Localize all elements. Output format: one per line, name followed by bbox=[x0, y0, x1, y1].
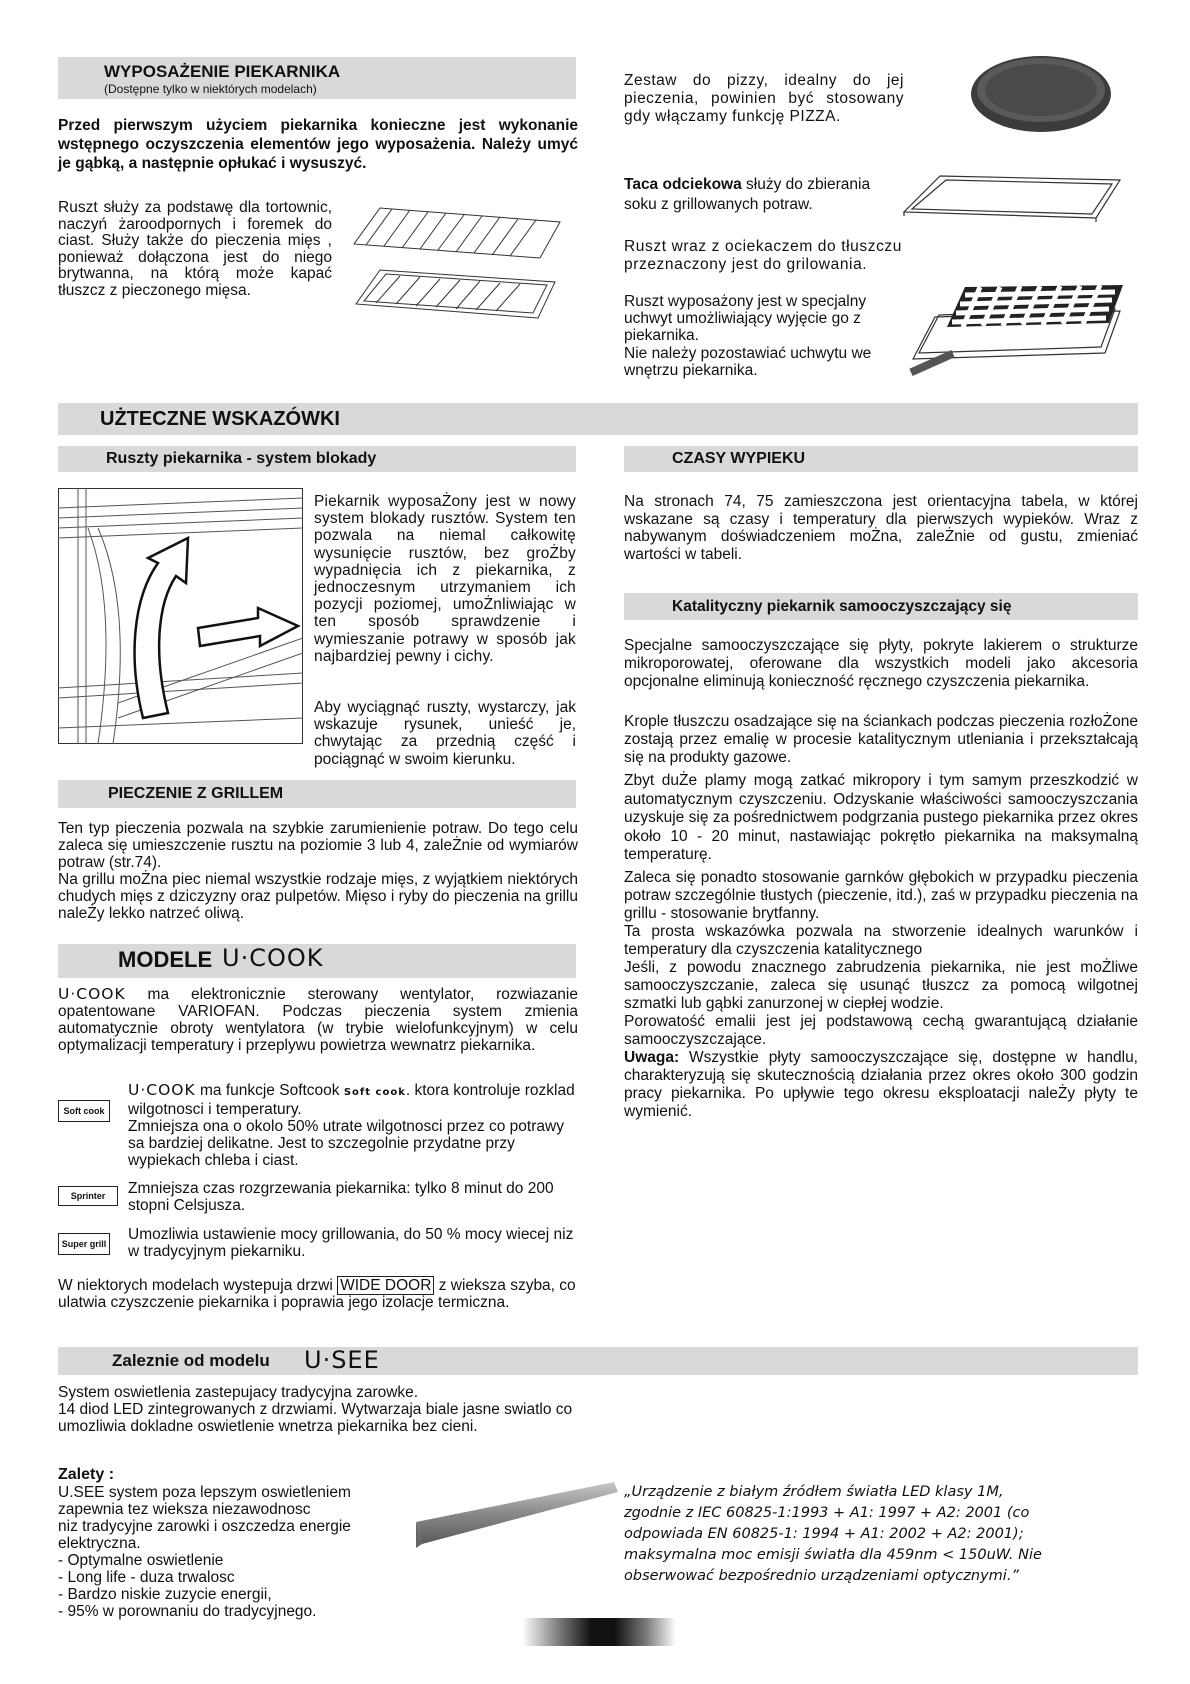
equipment-intro: Przed pierwszym użyciem piekarnika konieczne jest wykonanie wstępnego oczyszczenia elementów jego wyposażenia. Należy umyć je gąbką, a następnie opłukać i wysuszyć. bbox=[58, 117, 578, 172]
tips-title: UŻTECZNE WSKAZÓWKI bbox=[100, 408, 340, 430]
grill-rack-description: Ruszt wraz z ociekaczem do tłuszczu przeznaczony jest do grilowania. bbox=[624, 238, 902, 273]
softcook-text-c: Zmniejsza ona o okolo 50% utrate wilgotnosci przez co potrawy sa bardziej delikatne. Jest to szczegolnie przydatne przy wypiekach chleba i ciast. bbox=[128, 1118, 564, 1169]
grill-rack-description-3: Nie należy pozostawiać uchwytu we wnętrzu piekarnika. bbox=[624, 345, 872, 379]
rack-system-text: Piekarnik wyposaŻony jest w nowy system blokady rusztów. System ten pozwala na niemal całkowitę wysunięcie rusztów, bez groŻby wypadnięcia ich z piekarnika, z jednoczesnym utrzymaniem ich pozycji poziomej, umoŻnliwiając w ten sposób sprawdzenie i wymieszanie potrawy w sposób jak najbardziej pewny i cichy. bbox=[314, 493, 576, 665]
sprinter-text: Zmniejsza czas rozgrzewania piekarnika: tylko 8 minut do 200 stopni Celsjusza. bbox=[128, 1180, 554, 1214]
supergrill-icon: Super grill bbox=[58, 1233, 110, 1255]
baking-times-text: Na stronach 74, 75 zamieszczona jest orientacyjna tabela, w której wskazane są czasy i temperatury dla pierwszych wypieków. Wraz z nabywanym doświadczeniem moŻna, zaleŻnie od gustu, zmieniać wartości w tabeli. bbox=[624, 493, 1138, 563]
grill-rack-description-2: Ruszt wyposażony jest w specjalny uchwyt umożliwiający wyjęcie go z piekarnika. bbox=[624, 293, 867, 344]
catalytic-p1: Specjalne samooczyszczające się płyty, pokryte lakierem o strukturze mikroporowatej, oferowane dla wszystkich modeli jako akcesoria opcjonalne eliminują konieczność ręcznego czyszczenia piekarnika. bbox=[624, 637, 1138, 690]
softcook-inline-icon: Soft cook bbox=[343, 1087, 406, 1098]
led-compliance-note: „Urządzenie z białym źródłem światła LED klasy 1M, zgodnie z IEC 60825-1:1993 + A1: 1997 + A2: 2001 (co odpowiada EN 60825-1: 1994 + A1: 2002 + A2: 2001); maksymalna moc emisji światła dla 459nm < 150uW. Nie obserwować bezpośrednio urządzeniami optycznymi.” bbox=[624, 1484, 1042, 1584]
supergrill-text: Umozliwia ustawienie mocy grillowania, do 50 % mocy wiecej niz w tradycyjnym piekarniku. bbox=[128, 1226, 574, 1260]
usee-advantages-text: U.SEE system poza lepszym oswietleniem zapewnia tez wieksza niezawodnosc niz tradycyjne zarowki i oszczedza energie elektryczna. - Optymalne oswietlenie - Long life - duza trwalosc - Bardzo niskie zuzycie energii, - 95% w porownaniu do tradycyjnego. bbox=[58, 1484, 351, 1620]
drip-tray-description bbox=[624, 175, 902, 215]
softcook-text bbox=[128, 1082, 578, 1118]
led-strip-illustration bbox=[412, 1478, 622, 1558]
grill-text-2: Na grillu moŻna piec niemal wszystkie rodzaje mięs, z wyjątkiem niektórych chudych mięs z dziczyzny oraz pulpetów. Mięso i ryby do pieczenia na grillu naleŻy lekko natrzeć oliwą. bbox=[58, 871, 578, 922]
usee-advantages-title: Zalety : bbox=[58, 1466, 115, 1483]
wide-door-box: WIDE DOOR bbox=[337, 1276, 434, 1295]
catalytic-p6: Jeśli, z powodu znacznego zabrudzenia piekarnika, nie jest moŻliwe samooczyszczanie, zaleca się usunąć tłuszcz za pomocą wilgotnej szmatki lub gąbki zanurzonej w ciepłej wodzie. bbox=[624, 959, 1138, 1012]
rack-system-title: Ruszty piekarnika - system blokady bbox=[106, 450, 377, 467]
usee-logo: U·SEE bbox=[304, 1346, 380, 1374]
catalytic-p3: Zbyt duŻe plamy mogą zatkać mikropory i tym samym przeszkodzić w automatycznym czyszczeniu. Odzyskanie właściwości samooczyszczania uzyskuje się za pośrednictwem podgrzania pustego piekarnika przez okres około 10 - 20 minut, nastawiając pokrętło piekarnika na maksymalną temperaturę. bbox=[624, 772, 1138, 863]
ucook-logo: U·COOK bbox=[222, 944, 324, 972]
wide-door-text-a: W niektorych modelach wystepuja drzwi bbox=[58, 1277, 338, 1294]
usee-text: System oswietlenia zastepujacy tradycyjna zarowke. 14 diod LED zintegrowanych z drzwiami. Wytwarzaja biale jasne swiatlo co umozliwia dokladne oswietlenie wnetrza piekarnika bez cieni. bbox=[58, 1384, 573, 1435]
grill-rack-illustration bbox=[905, 285, 1130, 385]
softcook-icon: Soft cook bbox=[58, 1100, 110, 1122]
pizza-description: Zestaw do pizzy, idealny do jej pieczenia, powinien być stosowany gdy włączamy funkcję PIZZA. bbox=[624, 72, 904, 125]
wide-door-text bbox=[58, 1277, 583, 1311]
grill-text: Ten typ pieczenia pozwala na szybkie zarumienienie potraw. Do tego celu zaleca się umieszczenie rusztu na poziomie 3 lub 4, zaleŻnie od wymiarów potraw (str.74). bbox=[58, 820, 578, 871]
rack-system-text-2: Aby wyciągnąć ruszty, wystarczy, jak wskazuje rysunek, unieść je, chwytając za przednią część i pociągnąć w swoim kierunku. bbox=[314, 699, 576, 768]
drip-tray-text: służy do zbierania soku z grillowanych potraw. bbox=[624, 176, 871, 213]
sprinter-icon: Sprinter bbox=[58, 1186, 118, 1206]
catalytic-p7: Porowatość emalii jest jej podstawową cechą gwarantującą działanie samooczyszczające. bbox=[624, 1013, 1138, 1048]
catalytic-warning-label: Uwaga: bbox=[624, 1049, 680, 1066]
usee-title: Zaleznie od modelu bbox=[112, 1351, 270, 1370]
ucook-logo-softcook: U·COOK bbox=[128, 1081, 196, 1099]
softcook-text-a: ma funkcje Softcook bbox=[195, 1082, 344, 1099]
drip-tray-bold: Taca odciekowa bbox=[624, 176, 742, 193]
modele-intro-text: ma elektronicznie sterowany wentylator, rozwiazanie opatentowane VARIOFAN. Podczas pieczenia system zmienia automatycznie obroty wentylatora (w trybie wielofunkcyjnym) w celu optymalizacji temperatury i przeplywu powietrza wewnatrz piekarnika. bbox=[58, 986, 578, 1054]
modele-intro bbox=[58, 986, 578, 1054]
rack-description: Ruszt służy za podstawę dla tortownic, naczyń żaroodpornych i foremek do ciast. Służy także do pieczenia mięs , ponieważ dołączona jest do niego brytwanna, na którą może kapać tłuszcz z pieczonego mięsa. bbox=[58, 199, 332, 299]
rack-illustration bbox=[350, 200, 580, 330]
modele-title: MODELE bbox=[118, 947, 213, 972]
wide-door-text-b: z wieksza szyba, co ulatwia czyszczenie piekarnika i poprawia jego izolacje termiczna. bbox=[58, 1277, 576, 1311]
catalytic-p5: Ta prosta wskazówka pozwala na stworzenie idealnych warunków i temperatury dla czyszczenia katalitycznego bbox=[624, 923, 1138, 958]
catalytic-warning-text: Wszystkie płyty samooczyszczające się, dostępne w handlu, charakteryzują się skutecznością działania przez okres około 300 godzin pracy piekarnika. Po upływie tego okresu eksploatacji naleŻy płyty te wymienić. bbox=[624, 1049, 1138, 1120]
catalytic-p4: Zaleca się ponadto stosowanie garnków głębokich w przypadku pieczenia potraw szczególnie tłustych (pieczenie, itd.), zaś w przypadku pieczenia na grillu - stosowanie brytfanny. bbox=[624, 869, 1138, 922]
equipment-subtitle: (Dostępne tylko w niektórych modelach) bbox=[104, 82, 317, 96]
catalytic-warning bbox=[624, 1049, 1138, 1121]
grill-title: PIECZENIE Z GRILLEM bbox=[108, 785, 284, 802]
catalytic-title: Katalityczny piekarnik samooczyszczający się bbox=[672, 598, 1012, 615]
oven-rack-lock-illustration bbox=[58, 488, 303, 744]
equipment-title: WYPOSAŻENIE PIEKARNIKA bbox=[104, 62, 341, 81]
pizza-tray-illustration bbox=[966, 54, 1116, 144]
page-number-block bbox=[522, 1618, 676, 1646]
catalytic-p2: Krople tłuszczu osadzające się na ściankach podczas pieczenia rozłoŻone zostają przez emalię w procesie katalitycznym utleniania i przekształcają się na produkty gazowe. bbox=[624, 713, 1138, 766]
ucook-logo-inline: U·COOK bbox=[58, 985, 126, 1003]
softcook-text-b: . ktora kontroluje rozklad wilgotnosci i temperatury. bbox=[128, 1082, 575, 1118]
drip-tray-illustration bbox=[900, 170, 1130, 230]
baking-times-title: CZASY WYPIEKU bbox=[672, 450, 806, 467]
